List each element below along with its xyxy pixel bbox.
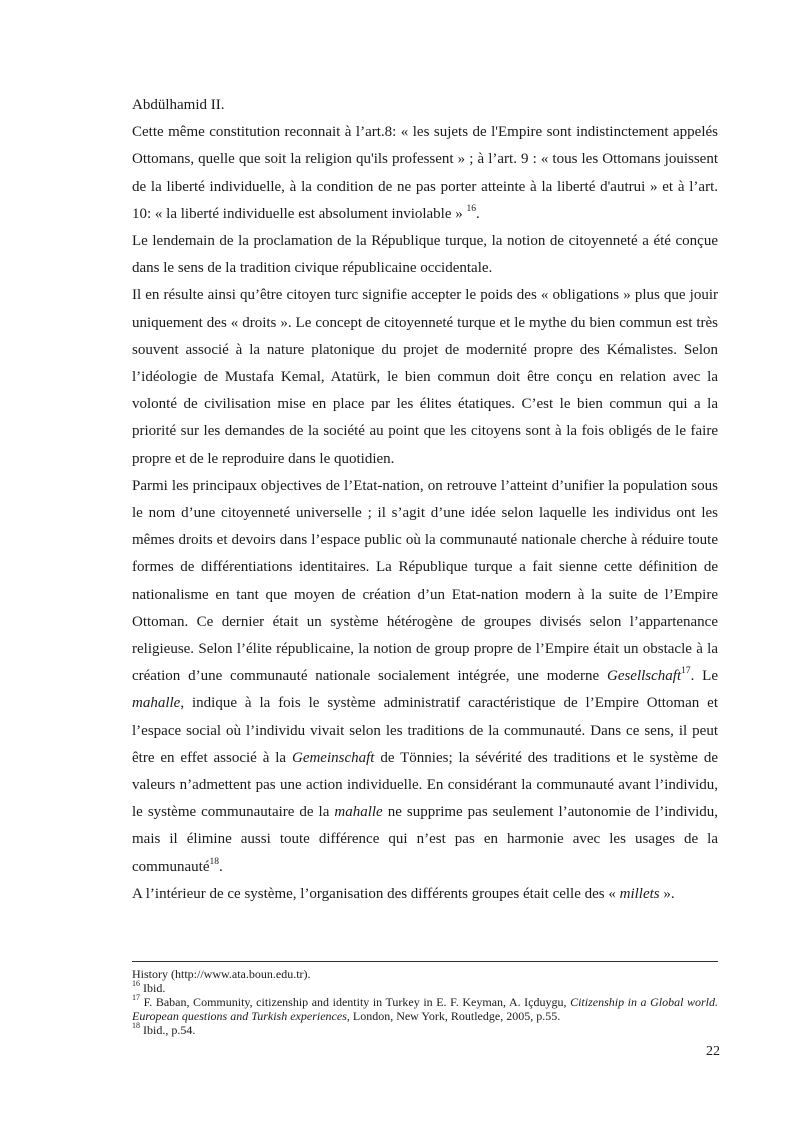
footnote-16: $^{16}$ Ibid. xyxy=(132,979,166,996)
footnote-continuation: History (http://www.ata.boun.edu.tr). xyxy=(132,967,311,981)
footnote-number: 16 xyxy=(132,979,140,989)
term-gesellschaft: Gesellschaft xyxy=(606,668,682,685)
term-mahalle: mahalle xyxy=(334,804,383,821)
footnote-ref-17[interactable]: 17 xyxy=(681,666,691,677)
page-number: 22 xyxy=(706,1044,720,1059)
term-millets: millets xyxy=(619,885,660,902)
paragraph: Il en résulte ainsi qu’être citoyen turc signifie accepter le poids des « obligations » plus que jouir uniquement des « droits ». Le concept de citoyenneté turque et le mythe du bien commun est très souvent associé à la nature platonique du projet de modernité propre des Kémalistes. Selon l’idéologie de Mustafa Kemal, Atatürk, le bien commun doit être conçu en relation avec la volonté de civilisation mise en place par les élites étatiques. C’est le bien commun qui a la priorité sur les demandes de la société au point que les citoyens sont à la fois obligés de le faire propre et de le reproduire dans le quotidien. xyxy=(132,287,718,467)
footnotes xyxy=(132,967,718,1037)
term-gemeinschaft: Gemeinschaft xyxy=(291,749,375,766)
paragraph: Le lendemain de la proclamation de la République turque, la notion de citoyenneté a été conçue dans le sens de la tradition civique républicaine occidentale. xyxy=(132,233,718,277)
footnote-18: $^{18}$ Ibid., p.54. xyxy=(132,1021,196,1038)
footnote-number: 18 xyxy=(132,1021,140,1031)
footnote-17: $^{17}$ F. Baban, Community, citizenship and identity in Turkey in E. F. Keyman, A. Içduygu, Citizenship in a Global world. European questions and Turkish experiences, London, New York, Routledge, 2005, p.55. xyxy=(132,993,718,1024)
footnote-separator xyxy=(132,961,718,962)
paragraph: Cette même constitution reconnait à l’art.8: « les sujets de l'Empire sont indistinctement appelés Ottomans, quelle que soit la religion qu'ils professent » ; à l’art. 9 : « tous les Ottomans jouissent de la liberté individuelle, à la condition de ne pas porter atteinte à la liberté d'autrui » et à l’art. 10: « la liberté individuelle est absolument inviolable » $^{16}$. xyxy=(132,124,718,222)
footnote-number: 17 xyxy=(132,993,140,1003)
footnote-ref-18[interactable]: 18 xyxy=(209,856,219,867)
book-title: Citizenship in a Global world. European questions and Turkish experiences xyxy=(132,995,718,1024)
paragraph: Abdülhamid II. xyxy=(132,97,225,113)
paragraph: A l’intérieur de ce système, l’organisation des différents groupes était celle des « millets ». xyxy=(132,885,675,902)
term-mahalle: mahalle xyxy=(132,695,181,712)
paragraph: Parmi les principaux objectives de l’Etat-nation, on retrouve l’atteint d’unifier la population sous le nom d’une citoyenneté universelle ; il s’agit d’une idée selon laquelle les individus ont les mêmes droits et devoirs dans l’espace public où la communauté nationale cherche à réduire toute formes de différentiations identitaires. La République turque a fait sienne cette définition de nationalisme en tant que moyen de création d’un Etat-nation modern à la suite de l’Empire Ottoman. Ce dernier était un système hétérogène de groupes divisés selon l’appartenance religieuse. Selon l’élite républicaine, la notion de group propre de l’Empire était un obstacle à la création d’une communauté nationale socialement intégrée, une moderne Gesellschaft$^{17}$. Le mahalle, indique à la fois le système administratif caractéristique de l’Empire Ottoman et l’espace social où l’individu vivait selon les traditions de la communauté. Dans ce sens, il peut être en effet associé à la Gemeinschaft de Tönnies; la sévérité des traditions et le système de valeurs n’admettent pas une action individuelle. En considérant la communauté avant l’individu, le système communautaire de la mahalle ne supprime pas seulement l’autonomie de l’individu, mais il élimine aussi toute différence qui n’est pas en harmonie avec les usages de la communauté$^{18}$. xyxy=(132,477,718,875)
footnote-ref-16[interactable]: 16 xyxy=(466,203,477,214)
main-text xyxy=(132,92,718,908)
